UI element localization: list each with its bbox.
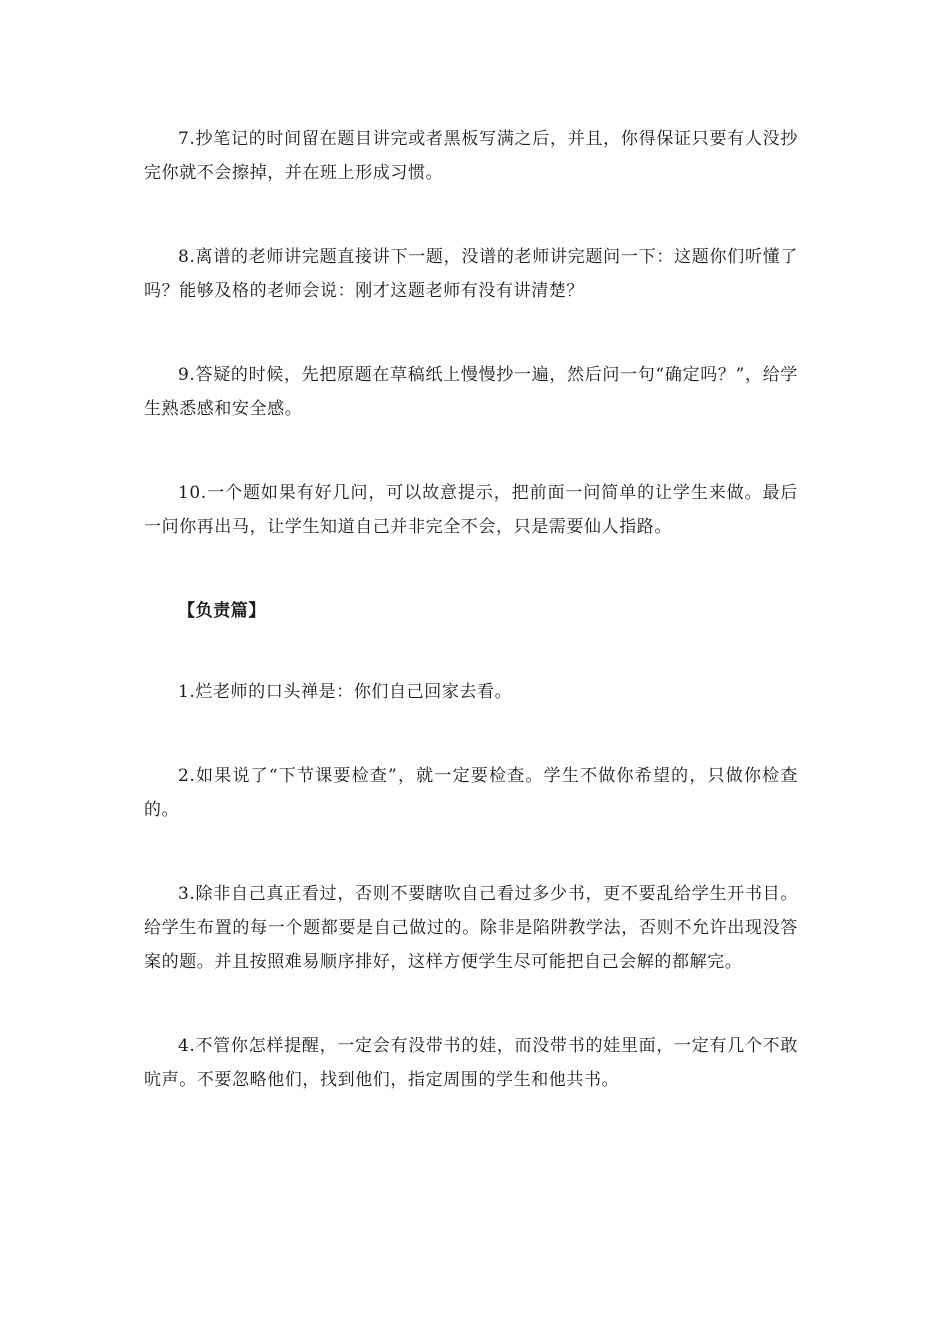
paragraph-item-10: 10.一个题如果有好几问，可以故意提示，把前面一问简单的让学生来做。最后一问你再出马，让学生知道自己并非完全不会，只是需要仙人指路。: [144, 483, 798, 537]
paragraph-item-9: 9.答疑的时候，先把原题在草稿纸上慢慢抄一遍，然后问一句“确定吗？”，给学生熟悉感和安全感。: [144, 365, 798, 419]
paragraph-item-8: 8.离谱的老师讲完题直接讲下一题，没谱的老师讲完题问一下：这题你们听懂了吗？能够及格的老师会说：刚才这题老师有没有讲清楚？: [144, 247, 798, 301]
document-page: [144, 122, 798, 1147]
paragraph-item-4: 4.不管你怎样提醒，一定会有没带书的娃，而没带书的娃里面，一定有几个不敢吭声。不要忽略他们，找到他们，指定周围的学生和他共书。: [144, 1036, 798, 1090]
paragraph-item-7: 7.抄笔记的时间留在题目讲完或者黑板写满之后，并且，你得保证只要有人没抄完你就不会擦掉，并在班上形成习惯。: [144, 129, 798, 183]
section-heading: 【负责篇】: [178, 601, 266, 621]
paragraph-item-2: 2.如果说了“下节课要检查”，就一定要检查。学生不做你希望的，只做你检查的。: [144, 766, 798, 820]
paragraph-item-3: 3.除非自己真正看过，否则不要瞎吹自己看过多少书，更不要乱给学生开书目。给学生布置的每一个题都要是自己做过的。除非是陷阱教学法，否则不允许出现没答案的题。并且按照难易顺序排好，这样方便学生尽可能把自己会解的都解完。: [144, 884, 798, 972]
paragraph-item-1: 1.烂老师的口头禅是：你们自己回家去看。: [178, 682, 513, 702]
